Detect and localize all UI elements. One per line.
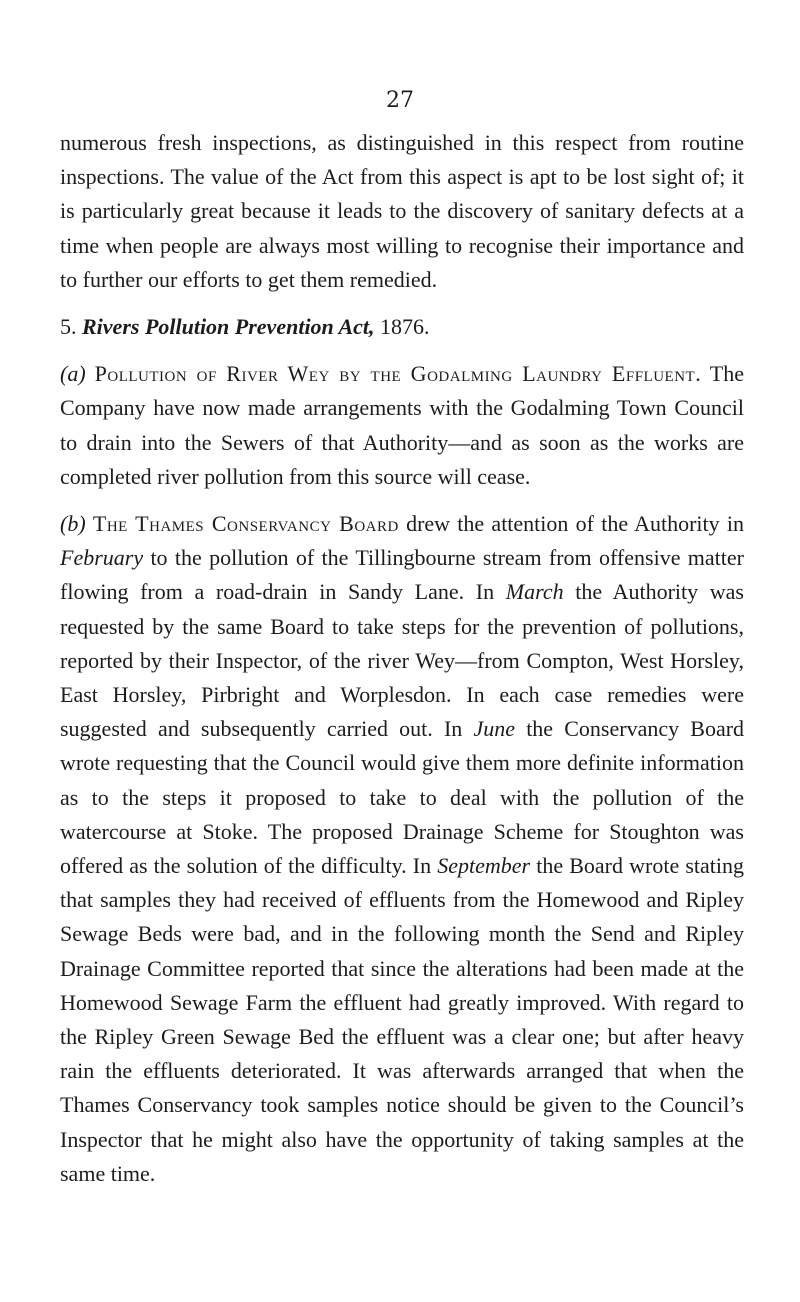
page-number: 27: [386, 88, 414, 113]
section-heading-5: [60, 310, 744, 344]
paragraph-b-text-2: to the pollution of the Tillingbourne stream from offensive matter flowing from a road-drain in Sandy Lane. In: [60, 545, 744, 605]
paragraph-b: [60, 507, 744, 1191]
paragraph-a-heading: Pollution of River Wey by the Godalming Laundry Effluent.: [94, 361, 702, 387]
act-title: Rivers Pollution Prevention Act,: [82, 314, 375, 340]
paragraph-a: [60, 357, 744, 494]
month-september: September: [437, 853, 531, 879]
body-text: [60, 126, 744, 1204]
month-february: February: [60, 545, 144, 571]
paragraph-b-text-1: drew the attention of the Authority in: [406, 511, 745, 537]
paragraph-b-text-4: the Conservancy Board wrote requesting that the Council would give them more definite information as to the steps it proposed to take to deal with the pollution of the watercourse at Stoke. The proposed Drainage Scheme for Stoughton was offered as the solution of the difficulty. In: [60, 716, 745, 879]
paragraph-a-label: (a): [60, 361, 86, 387]
paragraph-b-text-5: the Board wrote stating that samples they had received of effluents from the Homewood and Ripley Sewage Beds were bad, and in the following month the Send and Ripley Drainage Committee reported that since the alterations had been made at the Homewood Sewage Farm the effluent had greatly improved. With regard to the Ripley Green Sewage Bed the effluent was a clear one; but after heavy rain the effluents deteriorated. It was afterwards arranged that when the Thames Conservancy took samples notice should be given to the Council’s Inspector that he might also have the opportunity of taking samples at the same time.: [60, 853, 745, 1186]
paragraph-b-text-3: the Authority was requested by the same Board to take steps for the prevention of pollutions, reported by their Inspector, of the river Wey—from Compton, West Horsley, East Horsley, Pirbright and Worplesdon. In each case remedies were suggested and subsequently carried out. In: [60, 579, 744, 742]
section-number: 5.: [60, 314, 77, 340]
month-june: June: [473, 716, 515, 742]
paragraph-continuation: numerous fresh inspections, as distinguished in this respect from routine inspections. The value of the Act from this aspect is apt to be lost sight of; it is particularly great because it leads to the discovery of sanitary defects at a time when people are always most willing to recognise their importance and to further our efforts to get them remedied.: [60, 130, 744, 292]
paragraph-b-label: (b): [60, 511, 86, 537]
paragraph-b-heading: The Thames Conservancy Board: [92, 511, 399, 537]
act-year: 1876.: [380, 314, 430, 340]
month-march: March: [505, 579, 564, 605]
paragraph-a-text: The Company have now made arrangements with the Godalming Town Council to drain into the Sewers of that Authority—and as soon as the works are completed river pollution from this source will cease.: [60, 361, 744, 489]
